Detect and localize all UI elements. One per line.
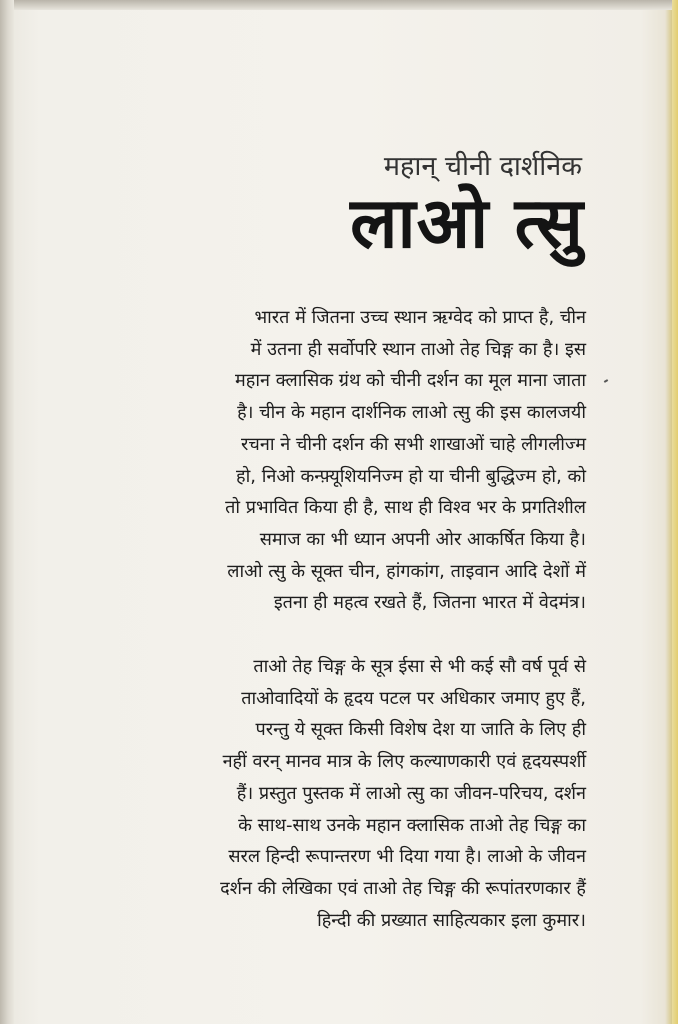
text-line: परन्तु ये सूक्त किसी विशेष देश या जाति के लिए ही [255,719,586,741]
ink-speck [604,379,608,383]
page-edge [672,0,678,1024]
text-line: हैं। प्रस्तुत पुस्तक में लाओ त्सु का जीवन-परिचय, दर्शन [236,782,586,804]
page-top-shadow [0,0,678,10]
paragraph-intro [146,302,586,619]
text-line: लाओ त्सु के सूक्त चीन, हांगकांग, ताइवान आदि देशों में [227,560,586,582]
text-line: नहीं वरन् मानव मात्र के लिए कल्याणकारी एवं हृदयस्पर्शी [222,751,586,773]
text-line: दर्शन की लेखिका एवं ताओ तेह चिङ्ग की रूपांतरणकार हैं [220,877,586,899]
text-line: है। चीन के महान दार्शनिक लाओ त्सु की इस कालजयी [237,402,586,424]
page-subtitle: महान् चीनी दार्शनिक [383,151,582,182]
text-line: भारत में जितना उच्च स्थान ऋग्वेद को प्राप्त है, चीन [254,307,586,328]
text-line: के साथ-साथ उनके महान क्लासिक ताओ तेह चिङ्ग का [238,814,586,836]
text-line: महान क्लासिक ग्रंथ को चीनी दर्शन का मूल माना जाता [235,370,586,392]
text-line: ताओवादियों के हृदय पटल पर अधिकार जमाए हुए हैं, [241,687,586,709]
text-line: सरल हिन्दी रूपान्तरण भी दिया गया है। लाओ के जीवन [228,846,586,868]
text-line: हिन्दी की प्रख्यात साहित्यकार इला कुमार। [317,909,586,931]
text-line: तो प्रभावित किया ही है, साथ ही विश्व भर के प्रगतिशील [225,497,586,519]
page-binding-shadow [0,0,14,1024]
paragraph-second [146,651,586,936]
text-line: समाज का भी ध्यान अपनी ओर आकर्षित किया है। [259,528,586,550]
page-title: लाओ त्सु [350,182,584,264]
text-line: रचना ने चीनी दर्शन की सभी शाखाओं चाहे लीगलीज्म [241,433,586,455]
text-line: इतना ही महत्व रखते हैं, जितना भारत में वेदमंत्र। [273,592,586,614]
text-line: ताओ तेह चिङ्ग के सूत्र ईसा से भी कई सौ वर्ष पूर्व से [253,656,586,677]
text-line: में उतना ही सर्वोपरि स्थान ताओ तेह चिङ्ग का है। इस [250,338,586,360]
text-line: हो, निओ कन्फ़्यूशियनिज्म हो या चीनी बुद्धिज्म हो, को [236,465,586,487]
